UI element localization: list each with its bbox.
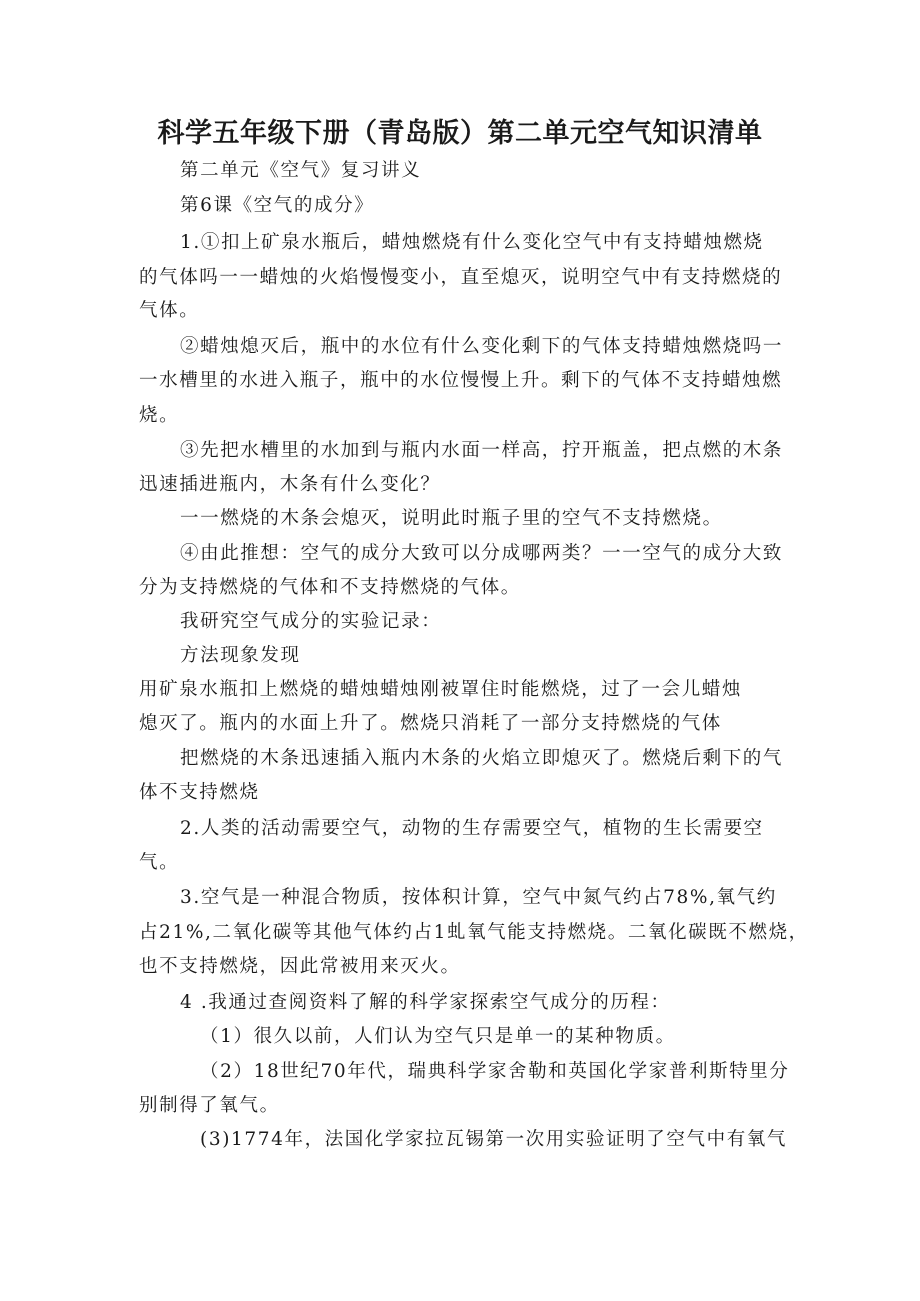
paragraph-line: ②蜡烛熄灭后，瓶中的水位有什么变化剩下的气体支持蜡烛燃烧吗一 bbox=[180, 336, 784, 357]
history-item: (3)1774年，法国化学家拉瓦锡第一次用实验证明了空气中有氧气 bbox=[200, 1129, 787, 1150]
paragraph-line: ③先把水槽里的水加到与瓶内水面一样高，拧开瓶盖，把点燃的木条 bbox=[180, 440, 784, 461]
record-row-line: 把燃烧的木条迅速插入瓶内木条的火焰立即熄灭了。燃烧后剩下的气 bbox=[180, 748, 784, 769]
paragraph-line: 气。 bbox=[139, 852, 180, 873]
paragraph-line: 也不支持燃烧，因此常被用来灭火。 bbox=[139, 956, 461, 977]
paragraph-line: 4 .我通过查阅资料了解的科学家探索空气成分的历程： bbox=[180, 992, 671, 1013]
paragraph-line: ④由此推想：空气的成分大致可以分成哪两类？一一空气的成分大致 bbox=[180, 543, 784, 564]
document-title: 科学五年级下册（青岛版）第二单元空气知识清单 bbox=[157, 118, 763, 149]
lesson-heading: 第6课《空气的成分》 bbox=[180, 195, 375, 216]
paragraph-line: 迅速插进瓶内，木条有什么变化？ bbox=[139, 474, 441, 495]
paragraph-line: 1.①扣上矿泉水瓶后，蜡烛燃烧有什么变化空气中有支持蜡烛燃烧 bbox=[180, 232, 764, 253]
record-row-line: 体不支持燃烧 bbox=[139, 782, 260, 803]
paragraph-line: 一一燃烧的木条会熄灭，说明此时瓶子里的空气不支持燃烧。 bbox=[180, 508, 723, 529]
history-item: （2）18世纪70年代，瑞典科学家舍勒和英国化学家普利斯特里分 bbox=[200, 1061, 790, 1082]
paragraph-line: 烧。 bbox=[139, 405, 180, 426]
paragraph-line: 2.人类的活动需要空气，动物的生存需要空气，植物的生长需要空 bbox=[180, 818, 764, 839]
paragraph-line: 一水槽里的水进入瓶子，瓶中的水位慢慢上升。剩下的气体不支持蜡烛燃 bbox=[139, 370, 783, 391]
record-row-line: 用矿泉水瓶扣上燃烧的蜡烛蜡烛刚被罩住时能燃烧，过了一会儿蜡烛 bbox=[139, 679, 743, 700]
record-columns: 方法现象发现 bbox=[180, 645, 301, 666]
paragraph-line: 3.空气是一种混合物质，按体积计算，空气中氮气约占78%,氧气约 bbox=[180, 887, 777, 908]
paragraph-line: 气体。 bbox=[139, 300, 200, 321]
record-row-line: 熄灭了。瓶内的水面上升了。燃烧只消耗了一部分支持燃烧的气体 bbox=[139, 713, 722, 734]
paragraph-line: 分为支持燃烧的气体和不支持燃烧的气体。 bbox=[139, 577, 521, 598]
history-item: （1）很久以前，人们认为空气只是单一的某种物质。 bbox=[200, 1026, 676, 1047]
unit-heading: 第二单元《空气》复习讲义 bbox=[180, 160, 422, 181]
record-heading: 我研究空气成分的实验记录： bbox=[180, 611, 442, 632]
paragraph-line: 的气体吗一一蜡烛的火焰慢慢变小，直至熄灭，说明空气中有支持燃烧的 bbox=[139, 267, 783, 288]
paragraph-line: 占21%,二氧化碳等其他气体约占1虬氧气能支持燃烧。二氧化碳既不燃烧， bbox=[139, 922, 809, 943]
history-item-continued: 别制得了氧气。 bbox=[139, 1095, 280, 1116]
